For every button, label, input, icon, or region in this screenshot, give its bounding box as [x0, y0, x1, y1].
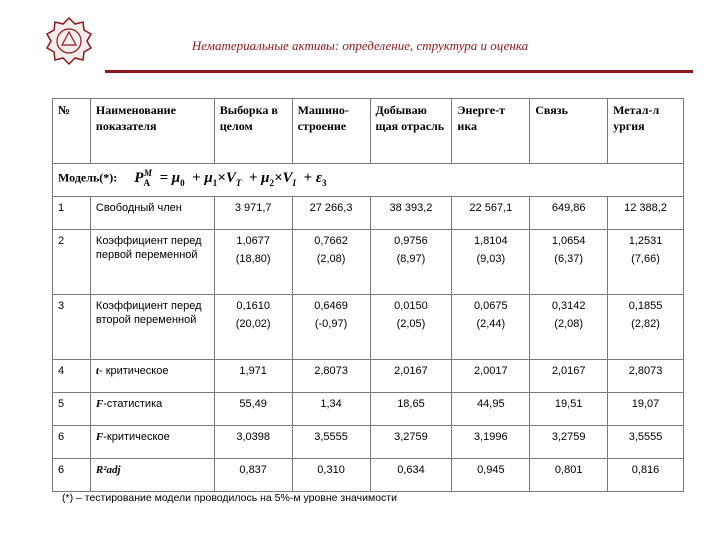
indicator-label: -статистика	[103, 398, 163, 410]
t-statistic-value: (2,82)	[631, 318, 660, 331]
row-number: 1	[53, 197, 91, 230]
coefficient-value: 0,310	[317, 464, 345, 476]
table-header-row	[53, 99, 684, 164]
indicator-name	[90, 393, 214, 426]
value-cell	[452, 197, 530, 230]
value-cell	[608, 459, 684, 492]
value-cell	[530, 197, 608, 230]
coefficient-value: 3,2759	[551, 431, 586, 443]
value-cell	[292, 295, 370, 360]
coefficient-value: 2,0017	[474, 365, 508, 377]
indicator-name	[90, 230, 214, 295]
value-cell	[214, 426, 292, 459]
page-title: Нематериальные активы: определение, структура и оценка	[191, 38, 529, 53]
column-header: Выборка в целом	[214, 99, 292, 164]
value-cell	[370, 459, 452, 492]
value-cell	[452, 230, 530, 295]
value-cell	[452, 393, 530, 426]
coefficient-value: 0,1855	[628, 300, 663, 312]
value-cell	[214, 197, 292, 230]
value-cell	[292, 393, 370, 426]
indicator-label: Коэффициент перед второй переменной	[95, 300, 202, 327]
row-number: 2	[53, 230, 91, 295]
coefficient-value: 38 393,2	[389, 202, 433, 214]
indicator-label: -критическое	[103, 431, 170, 443]
coefficient-value: 1,0654	[551, 235, 586, 247]
column-header: Машино-строение	[292, 99, 370, 164]
t-statistic-value: (9,03)	[476, 253, 506, 266]
coefficient-value: 0,634	[397, 464, 425, 476]
row-number: 6	[53, 426, 91, 459]
footnote: (*) – тестирование модели проводилось на 5%-м уровне значимости	[62, 492, 397, 504]
table-row	[53, 230, 684, 295]
value-cell	[214, 360, 292, 393]
indicator-name	[90, 426, 214, 459]
coefficient-value: 0,816	[631, 464, 660, 476]
value-cell	[292, 459, 370, 492]
t-statistic-value: (2,08)	[554, 318, 584, 331]
value-cell	[608, 230, 684, 295]
column-header: Энерге-т ика	[452, 99, 530, 164]
table-row	[53, 459, 684, 492]
value-cell	[530, 459, 608, 492]
value-cell	[292, 230, 370, 295]
indicator-symbol: R²adj	[95, 464, 121, 476]
coefficient-value: 2,8073	[314, 365, 348, 377]
coefficient-value: 27 266,3	[309, 202, 353, 214]
value-cell	[370, 295, 452, 360]
table-row	[53, 197, 684, 230]
coefficient-value: 3,5555	[314, 431, 348, 443]
coefficient-value: 1,0677	[236, 235, 270, 247]
t-statistic-value: (2,44)	[476, 318, 506, 331]
coefficient-value: 3,2759	[394, 431, 428, 443]
coefficient-value: 0,1610	[236, 300, 270, 312]
coefficient-value: 1,8104	[474, 235, 508, 247]
value-cell	[530, 393, 608, 426]
coefficient-value: 1,2531	[628, 235, 663, 247]
indicator-symbol: F	[95, 398, 104, 410]
t-statistic-value: (18,80)	[235, 253, 271, 266]
table-row	[53, 426, 684, 459]
value-cell	[530, 295, 608, 360]
results-table	[52, 98, 684, 492]
value-cell	[608, 393, 684, 426]
table-row	[53, 295, 684, 360]
value-cell	[370, 197, 452, 230]
model-formula: $P_A^M = \mu_0 + \mu_1\times V_T + \mu_2\times V_I + \varepsilon_3$	[134, 168, 327, 188]
value-cell	[370, 393, 452, 426]
emblem-logo	[44, 16, 94, 66]
indicator-label: - критическое	[98, 365, 169, 377]
indicator-label: Свободный член	[95, 202, 182, 214]
value-cell	[530, 360, 608, 393]
coefficient-value: 2,0167	[551, 365, 586, 377]
t-statistic-value: (2,05)	[396, 318, 426, 331]
coefficient-value: 649,86	[551, 202, 586, 214]
coefficient-value: 0,801	[554, 464, 583, 476]
coefficient-value: 19,51	[554, 398, 583, 410]
coefficient-value: 0,9756	[394, 235, 428, 247]
indicator-name	[90, 459, 214, 492]
table-row	[53, 393, 684, 426]
indicator-name	[90, 360, 214, 393]
row-number: 6	[53, 459, 91, 492]
coefficient-value: 1,971	[239, 365, 267, 377]
table-body	[53, 197, 684, 492]
value-cell	[530, 230, 608, 295]
table-row	[53, 360, 684, 393]
model-label: Модель(*):	[58, 170, 118, 185]
coefficient-value: 19,07	[631, 398, 660, 410]
coefficient-value: 0,6469	[314, 300, 348, 312]
value-cell	[292, 360, 370, 393]
t-statistic-value: (-0,97)	[314, 318, 348, 331]
column-header: Наименование показателя	[90, 99, 214, 164]
value-cell	[370, 426, 452, 459]
model-row	[53, 164, 684, 197]
coefficient-value: 0,0675	[474, 300, 508, 312]
model-cell	[53, 164, 684, 197]
coefficient-value: 0,3142	[551, 300, 586, 312]
coefficient-value: 22 567,1	[469, 202, 513, 214]
coefficient-value: 0,837	[239, 464, 267, 476]
coefficient-value: 3 971,7	[234, 202, 272, 214]
coefficient-value: 44,95	[477, 398, 505, 410]
coefficient-value: 3,0398	[236, 431, 270, 443]
value-cell	[530, 426, 608, 459]
t-statistic-value: (20,02)	[235, 318, 271, 331]
t-statistic-value: (6,37)	[554, 253, 584, 266]
value-cell	[452, 295, 530, 360]
coefficient-value: 1,34	[320, 398, 342, 410]
row-number: 5	[53, 393, 91, 426]
indicator-label: Коэффициент перед первой переменной	[95, 235, 202, 262]
coefficient-value: 0,945	[477, 464, 505, 476]
row-number: 4	[53, 360, 91, 393]
coefficient-value: 2,0167	[394, 365, 428, 377]
column-header: №	[53, 99, 91, 164]
value-cell	[214, 230, 292, 295]
value-cell	[214, 295, 292, 360]
indicator-name	[90, 295, 214, 360]
value-cell	[452, 459, 530, 492]
indicator-symbol: t	[95, 365, 99, 377]
coefficient-value: 55,49	[239, 398, 267, 410]
coefficient-value: 3,1996	[474, 431, 508, 443]
t-statistic-value: (8,97)	[396, 253, 426, 266]
value-cell	[370, 230, 452, 295]
row-number: 3	[53, 295, 91, 360]
value-cell	[608, 360, 684, 393]
value-cell	[292, 426, 370, 459]
value-cell	[452, 426, 530, 459]
coefficient-value: 0,7662	[314, 235, 348, 247]
value-cell	[452, 360, 530, 393]
value-cell	[608, 426, 684, 459]
header-divider	[105, 70, 693, 73]
coefficient-value: 18,65	[397, 398, 425, 410]
indicator-name	[90, 197, 214, 230]
t-statistic-value: (2,08)	[316, 253, 346, 266]
value-cell	[608, 197, 684, 230]
value-cell	[214, 393, 292, 426]
t-statistic-value: (7,66)	[631, 253, 660, 266]
coefficient-value: 3,5555	[628, 431, 663, 443]
value-cell	[214, 459, 292, 492]
coefficient-value: 0,0150	[394, 300, 428, 312]
value-cell	[608, 295, 684, 360]
column-header: Метал-л ургия	[608, 99, 684, 164]
value-cell	[292, 197, 370, 230]
coefficient-value: 2,8073	[628, 365, 663, 377]
indicator-symbol: F	[95, 431, 104, 443]
column-header: Связь	[530, 99, 608, 164]
column-header: Добываю щая отрасль	[370, 99, 452, 164]
value-cell	[370, 360, 452, 393]
coefficient-value: 12 388,2	[624, 202, 667, 214]
